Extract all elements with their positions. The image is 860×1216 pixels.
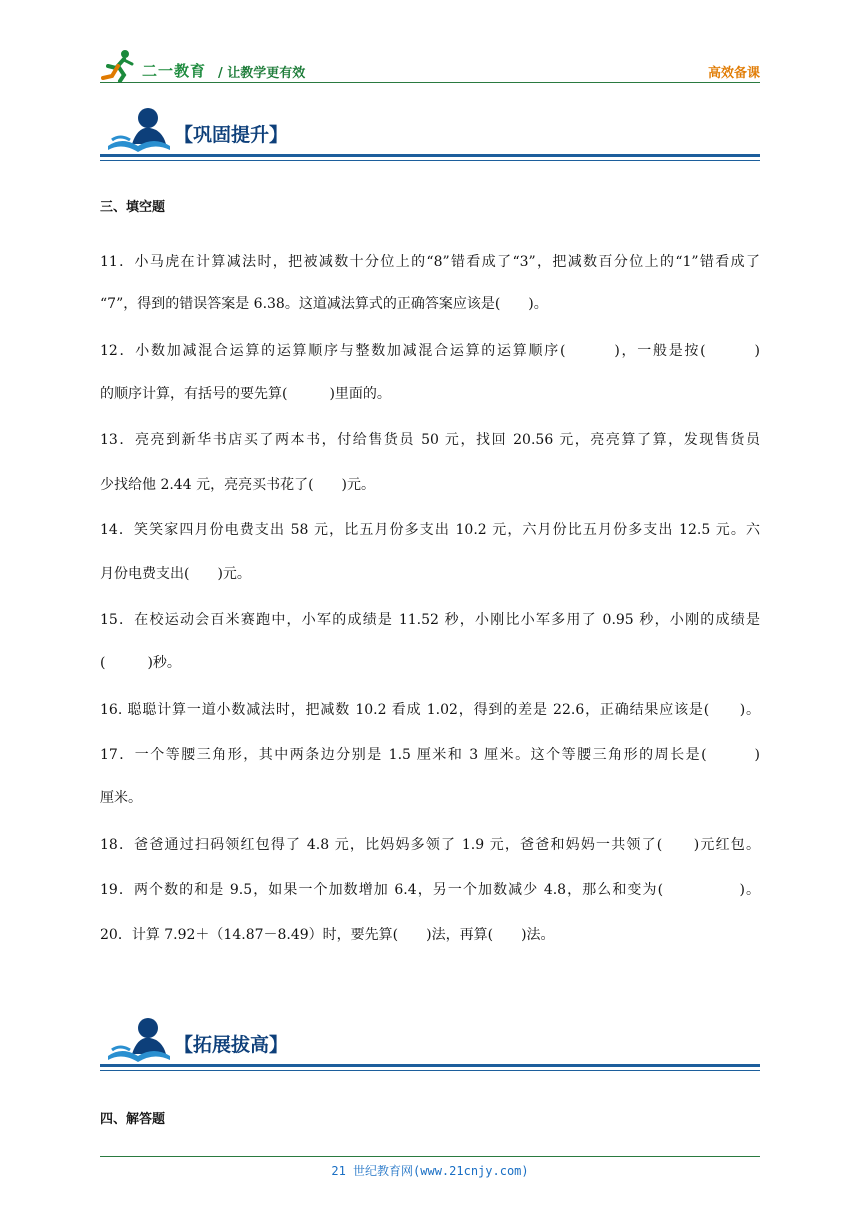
banner-rule-thin	[100, 1070, 760, 1071]
reader-book-icon	[102, 106, 174, 154]
question-line: 16. 聪聪计算一道小数减法时，把减数 10.2 看成 1.02，得到的差是 22.6，正确结果应该是( )。	[100, 702, 760, 718]
runner-logo-icon	[100, 48, 140, 82]
section-title: 【巩固提升】	[174, 124, 289, 146]
question-line: 月份电费支出( )元。	[100, 566, 251, 582]
question-line: 13．亮亮到新华书店买了两本书，付给售货员 50 元，找回 20.56 元，亮亮算了算，发现售货员	[100, 432, 760, 448]
section-banner-consolidate	[100, 106, 760, 166]
question-line: 20．计算 7.92＋（14.87－8.49）时，要先算( )法，再算( )法。	[100, 927, 555, 943]
brand-slogan: / 让教学更有效	[218, 66, 306, 81]
question-line: 12．小数加减混合运算的运算顺序与整数加减混合运算的运算顺序( )，一般是按( )	[100, 343, 760, 359]
header-tagline: 高效备课	[707, 66, 760, 81]
question-line: 14．笑笑家四月份电费支出 58 元，比五月份多支出 10.2 元，六月份比五月份多支出 12.5 元。六	[100, 522, 760, 538]
section-banner-extend	[100, 1016, 760, 1076]
question-line: 少找给他 2.44 元，亮亮买书花了( )元。	[100, 477, 375, 493]
question-line: 的顺序计算，有括号的要先算( )里面的。	[100, 386, 391, 402]
header-divider	[100, 82, 760, 83]
question-line: 17．一个等腰三角形，其中两条边分别是 1.5 厘米和 3 厘米。这个等腰三角形的周长是( )	[100, 747, 760, 763]
question-line: 11．小马虎在计算减法时，把被减数十分位上的“8”错看成了“3”，把减数百分位上的“1”错看成了	[100, 254, 760, 270]
section-label-fill-blank: 三、填空题	[100, 200, 166, 215]
banner-rule-thick	[100, 154, 760, 157]
question-line: “7”，得到的错误答案是 6.38。这道减法算式的正确答案应该是( )。	[100, 296, 548, 312]
section-title: 【拓展拔高】	[174, 1034, 289, 1056]
question-line: 15．在校运动会百米赛跑中，小军的成绩是 11.52 秒，小刚比小军多用了 0.95 秒，小刚的成绩是	[100, 612, 760, 628]
banner-rule-thick	[100, 1064, 760, 1067]
question-line: ( )秒。	[100, 655, 181, 671]
reader-book-icon	[102, 1016, 174, 1064]
footer-link[interactable]: 21 世纪教育网(www.21cnjy.com)	[331, 1164, 529, 1178]
question-line: 19．两个数的和是 9.5，如果一个加数增加 6.4，另一个加数减少 4.8，那么和变为( )。	[100, 882, 760, 898]
brand-name: 二一教育	[142, 62, 207, 80]
banner-rule-thin	[100, 160, 760, 161]
footer-divider	[100, 1156, 760, 1157]
question-line: 18．爸爸通过扫码领红包得了 4.8 元，比妈妈多领了 1.9 元，爸爸和妈妈一共领了( )元红包。	[100, 837, 760, 853]
section-label-answer: 四、解答题	[100, 1112, 166, 1127]
page-header	[100, 44, 760, 84]
question-line: 厘米。	[100, 790, 142, 806]
